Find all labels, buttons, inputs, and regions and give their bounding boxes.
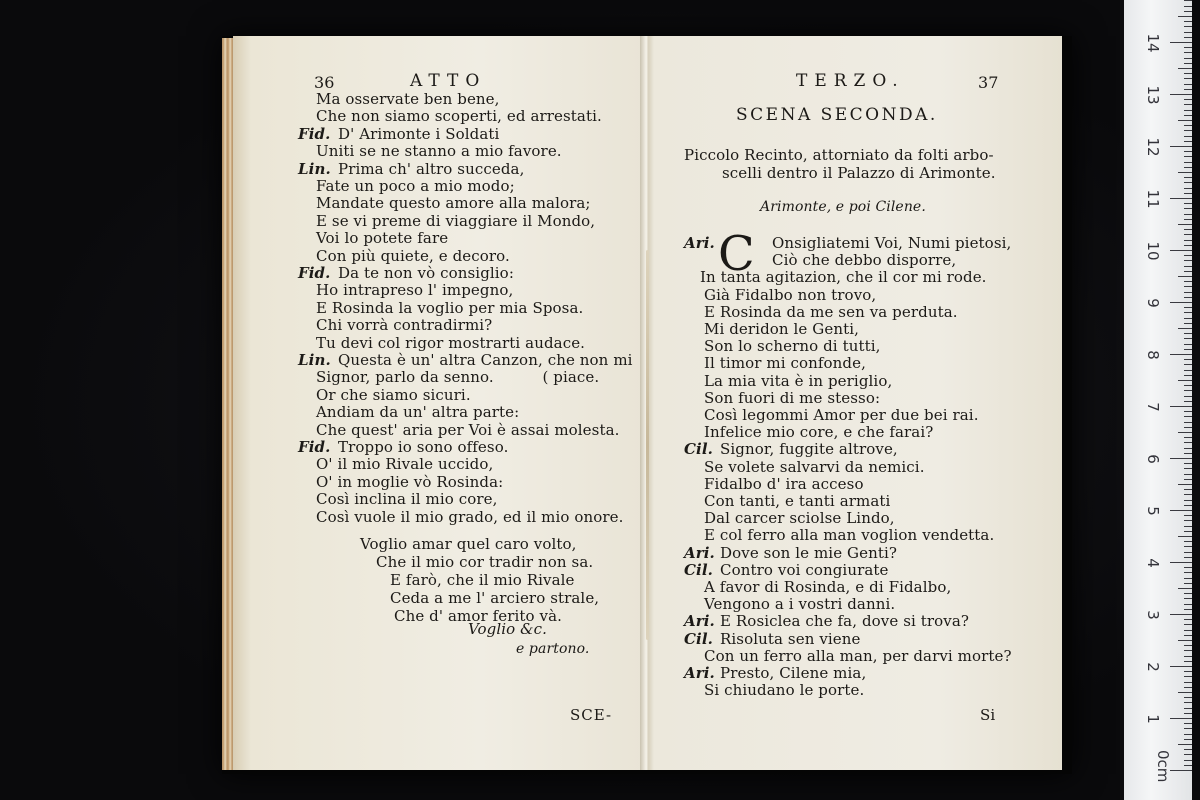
- verse-line: Mi deridon le Genti,: [704, 320, 859, 338]
- ruler-tick: [1178, 536, 1192, 537]
- ruler-tick: [1184, 177, 1192, 178]
- verse-line: Contro voi congiurate: [720, 560, 889, 579]
- ruler-tick: [1184, 557, 1192, 558]
- ruler-tick: [1184, 572, 1192, 573]
- ruler-number: 5: [1144, 506, 1162, 516]
- verse-line: Chi vorrà contradirmi?: [316, 316, 493, 335]
- ruler-tick: [1184, 260, 1192, 261]
- ruler-tick: [1184, 370, 1192, 371]
- ruler-tick: [1184, 0, 1192, 1]
- verse-line: Uniti se ne stanno a mio favore.: [316, 142, 562, 161]
- ruler-tick: [1184, 286, 1192, 287]
- ruler-tick: [1184, 567, 1192, 568]
- ruler-tick: [1184, 364, 1192, 365]
- verse-line: Signor, fuggite altrove,: [720, 440, 898, 459]
- verse-line: Con tanti, e tanti armati: [704, 492, 891, 510]
- ruler-tick: [1184, 541, 1192, 542]
- ruler-tick: [1184, 609, 1192, 610]
- verse-line: Mandate questo amore alla malora;: [316, 194, 591, 213]
- ruler-tick: [1184, 52, 1192, 53]
- ruler-tick: [1184, 203, 1192, 204]
- verse-line: Voi lo potete fare: [316, 229, 449, 248]
- verse-line: Son fuori di me stesso:: [704, 388, 881, 407]
- ruler-tick: [1184, 219, 1192, 220]
- speaker-label: Fid.: [298, 438, 331, 456]
- verse-line: Onsigliatemi Voi, Numi pietosi,: [772, 234, 1012, 252]
- binding-thread: [646, 250, 649, 640]
- ruler-tick: [1184, 84, 1192, 85]
- ruler-tick: [1178, 588, 1192, 589]
- ruler-tick: [1184, 344, 1192, 345]
- ruler-number: 11: [1144, 189, 1162, 209]
- ruler-number: 2: [1144, 662, 1162, 672]
- verse-line: Andiam da un' altra parte:: [316, 403, 520, 422]
- ruler-tick: [1184, 396, 1192, 397]
- verse-line: Dove son le mie Genti?: [720, 543, 898, 562]
- ruler-tick: [1184, 37, 1192, 38]
- ruler-tick: [1184, 390, 1192, 391]
- ruler-tick: [1184, 630, 1192, 631]
- speaker-label: Lin.: [298, 351, 331, 369]
- ruler-tick: [1170, 354, 1192, 355]
- measuring-ruler: [1124, 0, 1192, 800]
- ruler-tick: [1178, 640, 1192, 641]
- ruler-tick: [1178, 172, 1192, 173]
- ruler-tick: [1184, 505, 1192, 506]
- ruler-tick: [1184, 110, 1192, 111]
- ruler-tick: [1184, 89, 1192, 90]
- ruler-tick: [1184, 240, 1192, 241]
- ruler-tick: [1184, 63, 1192, 64]
- speaker-label: Ari.: [684, 543, 715, 562]
- ruler-tick: [1184, 437, 1192, 438]
- ruler-tick: [1184, 151, 1192, 152]
- verse-line: Ciò che debbo disporre,: [772, 251, 957, 270]
- ruler-tick: [1184, 130, 1192, 131]
- setting-line-2: scelli dentro il Palazzo di Arimonte.: [722, 164, 996, 182]
- ruler-unit: 0cm: [1154, 750, 1172, 783]
- verse-line: Presto, Cilene mia,: [720, 664, 867, 682]
- ruler-tick: [1184, 526, 1192, 527]
- scene-title: SCENA SECONDA.: [736, 105, 938, 125]
- verse-line: Fidalbo d' ira acceso: [704, 474, 864, 493]
- ruler-tick: [1170, 42, 1192, 43]
- ruler-tick: [1184, 728, 1192, 729]
- ruler-tick: [1184, 713, 1192, 714]
- verse-line: Se volete salvarvi da nemici.: [704, 457, 925, 476]
- ruler-number: 6: [1144, 454, 1162, 464]
- verse-line: Tu devi col rigor mostrarti audace.: [316, 333, 586, 352]
- verse-line: Infelice mio core, e che farai?: [704, 423, 934, 442]
- ruler-number: 7: [1144, 402, 1162, 412]
- speaker-label: Ari.: [684, 664, 715, 682]
- speaker-label: Cil.: [684, 440, 713, 459]
- ruler-tick: [1184, 338, 1192, 339]
- verse-line: Prima ch' altro succeda,: [338, 159, 525, 178]
- ruler-tick: [1184, 73, 1192, 74]
- ruler-tick: [1184, 297, 1192, 298]
- verse-line: Risoluta sen viene: [720, 629, 861, 648]
- speaker-label: Cil.: [684, 629, 713, 648]
- ruler-tick: [1184, 765, 1192, 766]
- ruler-tick: [1178, 68, 1192, 69]
- left-folio: 36: [314, 73, 335, 92]
- ruler-number: 3: [1144, 610, 1162, 620]
- speaker-label: Fid.: [298, 124, 331, 143]
- ruler-tick: [1184, 624, 1192, 625]
- ruler-tick: [1184, 671, 1192, 672]
- ruler-tick: [1184, 78, 1192, 79]
- ruler-tick: [1184, 448, 1192, 449]
- verse-line: Ho intrapreso l' impegno,: [316, 281, 514, 300]
- ruler-tick: [1184, 188, 1192, 189]
- verse-line: E col ferro alla man voglion vendetta.: [704, 526, 995, 545]
- ruler-tick: [1184, 162, 1192, 163]
- ruler-tick: [1184, 520, 1192, 521]
- aria-line: Voglio amar quel caro volto,: [360, 535, 577, 553]
- verse-line: Signor, parlo da senno. ( piace.: [316, 368, 600, 387]
- ruler-tick: [1184, 682, 1192, 683]
- ruler-tick: [1184, 156, 1192, 157]
- ruler-tick: [1184, 229, 1192, 230]
- ruler-tick: [1184, 375, 1192, 376]
- ruler-tick: [1184, 479, 1192, 480]
- verse-line: La mia vita è in periglio,: [704, 371, 893, 390]
- ruler-tick: [1178, 16, 1192, 17]
- ruler-tick: [1184, 531, 1192, 532]
- ruler-number: 9: [1144, 298, 1162, 308]
- ruler-tick: [1184, 578, 1192, 579]
- ruler-tick: [1184, 271, 1192, 272]
- ruler-tick: [1170, 510, 1192, 511]
- speaker-label: Lin.: [298, 159, 331, 178]
- verse-line: Dal carcer sciolse Lindo,: [704, 509, 895, 528]
- ruler-tick: [1184, 167, 1192, 168]
- right-running-head: TERZO.: [796, 71, 905, 91]
- ruler-tick: [1178, 224, 1192, 225]
- verse-line: In tanta agitazion, che il cor mi rode.: [700, 268, 987, 287]
- ruler-tick: [1184, 474, 1192, 475]
- aria-line: Ceda a me l' arciero strale,: [390, 589, 600, 607]
- ruler-number: 12: [1144, 137, 1162, 157]
- ruler-tick: [1184, 58, 1192, 59]
- ruler-tick: [1184, 401, 1192, 402]
- ruler-tick: [1184, 245, 1192, 246]
- ruler-tick: [1184, 656, 1192, 657]
- ruler-tick: [1170, 302, 1192, 303]
- ruler-number: 14: [1144, 33, 1162, 53]
- ruler-tick: [1184, 500, 1192, 501]
- ruler-tick: [1184, 489, 1192, 490]
- ruler-tick: [1184, 687, 1192, 688]
- ruler-tick: [1184, 552, 1192, 553]
- ruler-tick: [1178, 484, 1192, 485]
- verse-line: Or che siamo sicuri.: [316, 385, 471, 404]
- ruler-tick: [1184, 494, 1192, 495]
- ruler-tick: [1184, 193, 1192, 194]
- left-running-head: ATTO: [410, 71, 487, 91]
- verse-line: Ma osservate ben bene,: [316, 90, 500, 108]
- verse-line: E Rosinda la voglio per mia Sposa.: [316, 298, 584, 317]
- ruler-tick: [1178, 432, 1192, 433]
- ruler-number: 8: [1144, 350, 1162, 360]
- verse-line: E Rosiclea che fa, dove si trova?: [720, 612, 970, 631]
- verse-line: D' Arimonte i Soldati: [338, 124, 500, 143]
- verse-line: Così inclina il mio core,: [316, 490, 498, 509]
- ruler-number: 4: [1144, 558, 1162, 568]
- speaker-label: Cil.: [684, 560, 713, 579]
- ruler-tick: [1184, 234, 1192, 235]
- ruler-tick: [1184, 442, 1192, 443]
- verse-line: Che non siamo scoperti, ed arrestati.: [316, 107, 602, 126]
- ruler-number: 10: [1144, 241, 1162, 261]
- ruler-tick: [1170, 614, 1192, 615]
- ruler-tick: [1184, 734, 1192, 735]
- verse-line: Che quest' aria per Voi è assai molesta.: [316, 420, 620, 439]
- ruler-tick: [1170, 250, 1192, 251]
- ruler-number: 13: [1144, 85, 1162, 105]
- ruler-tick: [1184, 47, 1192, 48]
- ruler-tick: [1184, 515, 1192, 516]
- ruler-tick: [1184, 214, 1192, 215]
- verse-line: A favor di Rosinda, e di Fidalbo,: [704, 578, 952, 596]
- aria-line: Che il mio cor tradir non sa.: [376, 553, 594, 571]
- verse-line: Così legommi Amor per due bei rai.: [704, 406, 979, 424]
- left-catchword: SCE-: [570, 706, 613, 724]
- ruler-tick: [1184, 333, 1192, 334]
- ruler-tick: [1178, 276, 1192, 277]
- ruler-tick: [1184, 255, 1192, 256]
- drop-cap: C: [718, 226, 755, 282]
- ruler-tick: [1184, 546, 1192, 547]
- ruler-number: 1: [1144, 714, 1162, 724]
- ruler-tick: [1184, 281, 1192, 282]
- ruler-tick: [1184, 723, 1192, 724]
- ruler-tick: [1184, 593, 1192, 594]
- ruler-tick: [1184, 760, 1192, 761]
- ruler-tick: [1170, 718, 1192, 719]
- verse-line: E Rosinda da me sen va perduta.: [704, 302, 958, 321]
- verse-line: Già Fidalbo non trovo,: [704, 285, 877, 304]
- ruler-tick: [1184, 650, 1192, 651]
- ruler-tick: [1184, 422, 1192, 423]
- ruler-tick: [1184, 635, 1192, 636]
- ruler-tick: [1184, 125, 1192, 126]
- ruler-tick: [1184, 349, 1192, 350]
- characters-line: Arimonte, e poi Cilene.: [760, 199, 926, 215]
- ruler-tick: [1184, 754, 1192, 755]
- ruler-tick: [1184, 26, 1192, 27]
- ruler-tick: [1184, 182, 1192, 183]
- ruler-tick: [1184, 604, 1192, 605]
- ruler-tick: [1184, 708, 1192, 709]
- ruler-tick: [1170, 406, 1192, 407]
- ruler-tick: [1184, 307, 1192, 308]
- ruler-tick: [1184, 463, 1192, 464]
- ruler-tick: [1184, 676, 1192, 677]
- right-catchword: Si: [980, 706, 996, 724]
- ruler-tick: [1184, 323, 1192, 324]
- ruler-tick: [1184, 99, 1192, 100]
- ruler-tick: [1184, 32, 1192, 33]
- ruler-tick: [1184, 702, 1192, 703]
- speaker-label: Ari.: [684, 234, 715, 252]
- verse-line: O' in moglie vò Rosinda:: [316, 472, 504, 491]
- verse-line: Da te non vò consiglio:: [338, 264, 514, 282]
- ruler-tick: [1170, 458, 1192, 459]
- verse-line: Son lo scherno di tutti,: [704, 337, 881, 356]
- ruler-tick: [1184, 266, 1192, 267]
- ruler-tick: [1184, 292, 1192, 293]
- verse-line: Fate un poco a mio modo;: [316, 177, 515, 195]
- ruler-tick: [1184, 416, 1192, 417]
- verse-line: Vengono a i vostri danni.: [704, 595, 896, 614]
- ruler-tick: [1184, 312, 1192, 313]
- ruler-tick: [1184, 619, 1192, 620]
- verse-line: Con un ferro alla man, per darvi morte?: [704, 646, 1012, 665]
- ruler-tick: [1170, 94, 1192, 95]
- ruler-tick: [1184, 115, 1192, 116]
- ruler-tick: [1184, 427, 1192, 428]
- ruler-tick: [1178, 328, 1192, 329]
- verse-line: Con più quiete, e decoro.: [316, 246, 510, 265]
- ruler-tick: [1184, 411, 1192, 412]
- ruler-tick: [1184, 104, 1192, 105]
- ruler-tick: [1184, 453, 1192, 454]
- aria-line: Che d' amor ferito và.: [394, 607, 563, 625]
- verse-line: Si chiudano le porte.: [704, 681, 865, 700]
- ruler-tick: [1170, 146, 1192, 147]
- right-folio: 37: [978, 73, 999, 92]
- verse-line: Il timor mi confonde,: [704, 354, 866, 373]
- ruler-tick: [1184, 21, 1192, 22]
- ruler-tick: [1170, 562, 1192, 563]
- aria-repeat: Voglio &c.: [468, 620, 548, 638]
- ruler-tick: [1184, 141, 1192, 142]
- ruler-tick: [1184, 208, 1192, 209]
- ruler-tick: [1184, 598, 1192, 599]
- ruler-tick: [1184, 11, 1192, 12]
- ruler-tick: [1184, 697, 1192, 698]
- ruler-tick: [1184, 749, 1192, 750]
- speaker-label: Ari.: [684, 612, 715, 631]
- verse-line: Così vuole il mio grado, ed il mio onore.: [316, 507, 624, 526]
- verse-line: Questa è un' altra Canzon, che non mi: [338, 351, 633, 369]
- ruler-tick: [1184, 661, 1192, 662]
- speaker-label: Fid.: [298, 264, 331, 282]
- ruler-tick: [1184, 359, 1192, 360]
- exit-direction: e partono.: [516, 641, 590, 657]
- ruler-tick: [1184, 136, 1192, 137]
- setting-line-1: Piccolo Recinto, attorniato da folti arbo-: [684, 146, 994, 164]
- ruler-tick: [1184, 385, 1192, 386]
- ruler-tick: [1184, 318, 1192, 319]
- ruler-tick: [1184, 6, 1192, 7]
- ruler-tick: [1170, 198, 1192, 199]
- ruler-tick: [1184, 583, 1192, 584]
- ruler-tick: [1184, 739, 1192, 740]
- ruler-tick: [1178, 120, 1192, 121]
- aria-line: E farò, che il mio Rivale: [390, 571, 575, 589]
- ruler-tick: [1184, 645, 1192, 646]
- verse-line: O' il mio Rivale uccido,: [316, 455, 494, 474]
- verse-line: Troppo io sono offeso.: [338, 438, 509, 456]
- ruler-tick: [1178, 744, 1192, 745]
- ruler-tick: [1178, 692, 1192, 693]
- ruler-tick: [1170, 666, 1192, 667]
- ruler-tick: [1178, 380, 1192, 381]
- verse-line: E se vi preme di viaggiare il Mondo,: [316, 211, 596, 230]
- ruler-tick: [1184, 468, 1192, 469]
- ruler-tick: [1170, 770, 1192, 771]
